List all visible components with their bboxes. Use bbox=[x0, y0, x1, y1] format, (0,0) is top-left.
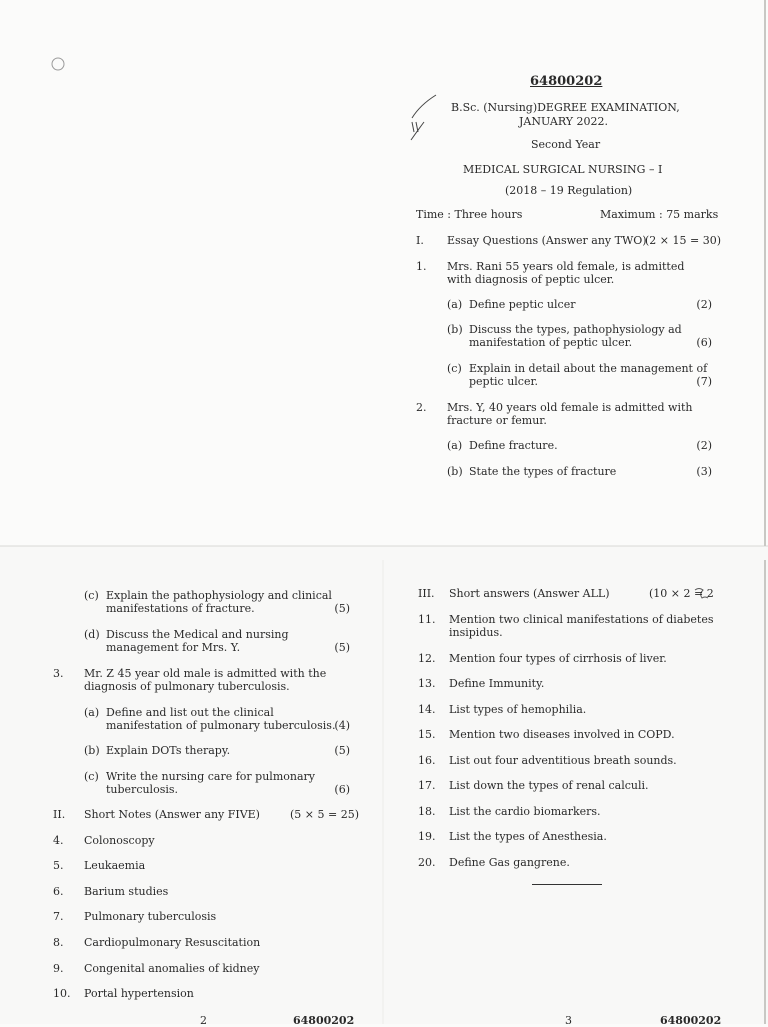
question-1-text: Mrs. Rani 55 years old female, is admitted with diagnosis of peptic ulcer. bbox=[447, 260, 685, 286]
question-3b-marks: (5) bbox=[334, 744, 350, 757]
section-i-title: Essay Questions (Answer any TWO) bbox=[447, 234, 647, 247]
short-note-text: Leukaemia bbox=[84, 859, 146, 872]
short-answer-text: Define Immunity. bbox=[449, 677, 545, 690]
short-answer-text: List the types of Anesthesia. bbox=[449, 830, 607, 843]
question-2b-marks: (3) bbox=[696, 465, 712, 478]
question-1a-marks: (2) bbox=[696, 298, 712, 311]
short-answer-text: Mention four types of cirrhosis of liver. bbox=[449, 652, 667, 665]
footer-page-number-left: 2 bbox=[200, 1014, 207, 1027]
exam-subject: MEDICAL SURGICAL NURSING – I bbox=[463, 163, 663, 176]
question-1a-label: (a) bbox=[447, 298, 463, 311]
short-answer-number: 15. bbox=[418, 728, 436, 741]
exam-duration: Time : Three hours bbox=[416, 208, 523, 221]
short-answer-number: 19. bbox=[418, 830, 436, 843]
question-2-number: 2. bbox=[416, 401, 427, 414]
short-note-number: 5. bbox=[53, 859, 64, 872]
short-answer-number: 13. bbox=[418, 677, 436, 690]
short-note-text: Portal hypertension bbox=[84, 987, 194, 1000]
question-3a-label: (a) bbox=[84, 706, 100, 719]
short-note-number: 6. bbox=[53, 885, 64, 898]
section-iii-number: III. bbox=[418, 587, 435, 600]
short-answer-text: Mention two diseases involved in COPD. bbox=[449, 728, 675, 741]
question-1b-marks: (6) bbox=[696, 336, 712, 349]
short-note-text: Barium studies bbox=[84, 885, 169, 898]
short-answer-text: Define Gas gangrene. bbox=[449, 856, 570, 869]
end-rule bbox=[532, 884, 602, 885]
short-answer-text: List the cardio biomarkers. bbox=[449, 805, 601, 818]
question-3-text: Mr. Z 45 year old male is admitted with the diagnosis of pulmonary tuberculosis. bbox=[84, 667, 327, 693]
question-2d-text: Discuss the Medical and nursing management for Mrs. Y. bbox=[106, 628, 289, 654]
short-answer-text: Mention two clinical manifestations of diabetes insipidus. bbox=[449, 613, 714, 639]
footer-code-right: 64800202 bbox=[660, 1014, 722, 1027]
question-1b-label: (b) bbox=[447, 323, 463, 336]
question-1-number: 1. bbox=[416, 260, 427, 273]
question-2a-label: (a) bbox=[447, 439, 463, 452]
short-answer-number: 12. bbox=[418, 652, 436, 665]
short-note-number: 8. bbox=[53, 936, 64, 949]
question-2c-marks: (5) bbox=[334, 602, 350, 615]
short-note-text: Cardiopulmonary Resuscitation bbox=[84, 936, 261, 949]
question-2a-marks: (2) bbox=[696, 439, 712, 452]
question-2d-label: (d) bbox=[84, 628, 100, 641]
question-3-number: 3. bbox=[53, 667, 64, 680]
exam-year: Second Year bbox=[531, 138, 601, 151]
question-2d-marks: (5) bbox=[334, 641, 350, 654]
footer-page-number-right: 3 bbox=[565, 1014, 572, 1027]
section-ii-title: Short Notes (Answer any FIVE) bbox=[84, 808, 260, 821]
short-note-text: Pulmonary tuberculosis bbox=[84, 910, 217, 923]
section-ii-number: II. bbox=[53, 808, 66, 821]
short-note-text: Congenital anomalies of kidney bbox=[84, 962, 260, 975]
exam-title: B.Sc. (Nursing)DEGREE EXAMINATION, bbox=[451, 101, 680, 114]
short-answer-text: List types of hemophilia. bbox=[449, 703, 587, 716]
question-1c-marks: (7) bbox=[696, 375, 712, 388]
question-1a-text: Define peptic ulcer bbox=[469, 298, 576, 311]
exam-session: JANUARY 2022. bbox=[519, 115, 609, 128]
section-iii-marks: (10 × 2 = 2 bbox=[649, 587, 714, 600]
section-iii-title: Short answers (Answer ALL) bbox=[449, 587, 610, 600]
section-i-marks: (2 × 15 = 30) bbox=[645, 234, 721, 247]
question-3c-label: (c) bbox=[84, 770, 99, 783]
short-answer-number: 16. bbox=[418, 754, 436, 767]
short-answer-number: 17. bbox=[418, 779, 436, 792]
question-3a-marks: (4) bbox=[334, 719, 350, 732]
question-2c-text: Explain the pathophysiology and clinical manifestations of fracture. bbox=[106, 589, 332, 615]
short-note-number: 9. bbox=[53, 962, 64, 975]
short-answer-number: 14. bbox=[418, 703, 436, 716]
question-2c-label: (c) bbox=[84, 589, 99, 602]
section-i-number: I. bbox=[416, 234, 424, 247]
question-1c-label: (c) bbox=[447, 362, 462, 375]
short-note-number: 10. bbox=[53, 987, 71, 1000]
exam-code: 64800202 bbox=[530, 74, 603, 89]
short-answer-number: 11. bbox=[418, 613, 436, 626]
question-3b-text: Explain DOTs therapy. bbox=[106, 744, 231, 757]
question-2b-text: State the types of fracture bbox=[469, 465, 617, 478]
short-note-text: Colonoscopy bbox=[84, 834, 155, 847]
section-ii-marks: (5 × 5 = 25) bbox=[290, 808, 359, 821]
short-answer-number: 18. bbox=[418, 805, 436, 818]
short-answer-text: List down the types of renal calculi. bbox=[449, 779, 649, 792]
question-3b-label: (b) bbox=[84, 744, 100, 757]
question-2a-text: Define fracture. bbox=[469, 439, 558, 452]
short-answer-text: List out four adventitious breath sounds. bbox=[449, 754, 677, 767]
question-3a-text: Define and list out the clinical manifestation of pulmonary tuberculosis. bbox=[106, 706, 336, 732]
short-note-number: 7. bbox=[53, 910, 64, 923]
exam-regulation: (2018 – 19 Regulation) bbox=[505, 184, 633, 197]
question-2b-label: (b) bbox=[447, 465, 463, 478]
question-2-text: Mrs. Y, 40 years old female is admitted with fracture or femur. bbox=[447, 401, 693, 427]
question-3c-marks: (6) bbox=[334, 783, 350, 796]
short-answer-number: 20. bbox=[418, 856, 436, 869]
question-3c-text: Write the nursing care for pulmonary tuberculosis. bbox=[106, 770, 315, 796]
short-note-number: 4. bbox=[53, 834, 64, 847]
question-1c-text: Explain in detail about the management of peptic ulcer. bbox=[469, 362, 708, 388]
question-1b-text: Discuss the types, pathophysiology ad manifestation of peptic ulcer. bbox=[469, 323, 682, 349]
exam-max-marks: Maximum : 75 marks bbox=[600, 208, 719, 221]
footer-code-left: 64800202 bbox=[293, 1014, 355, 1027]
